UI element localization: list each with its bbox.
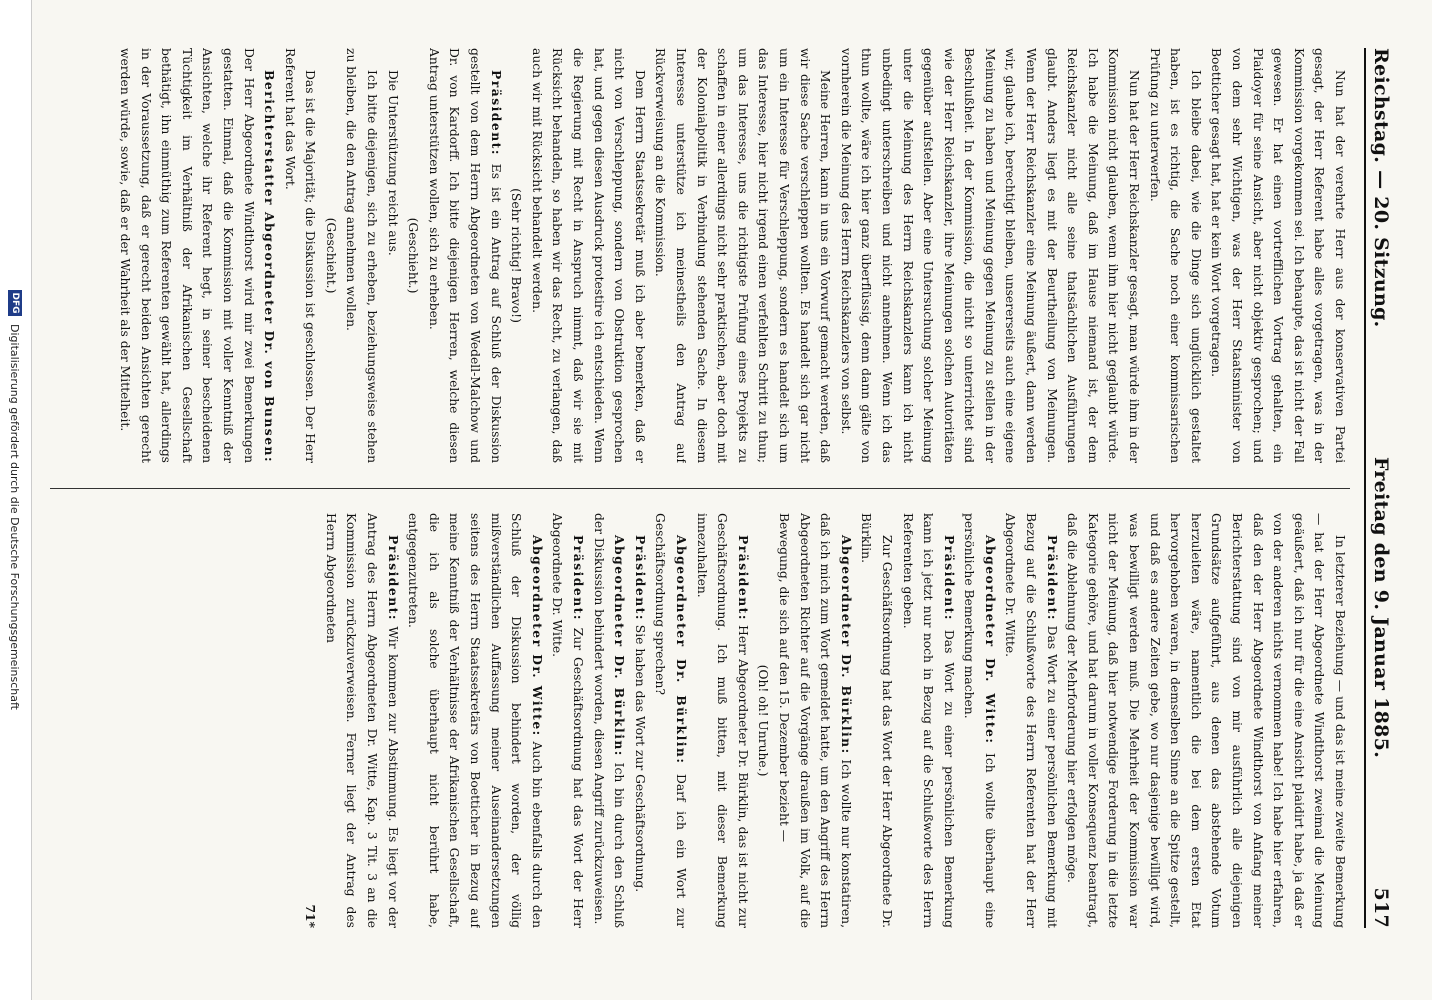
speech-text: Ich bin durch den Schluß der Diskussion behindert worden, diesen Angriff zurückzuweisen. (591, 513, 627, 928)
paragraph: Dem Herrn Staatssekretär muß ich aber bemerken, daß er nicht von Verschleppung, sondern von Obstruktion gesprochen hat, und gegen diesen Ausdruck protestire ich entschieden. Wenn die Regierung mit Recht in Anspruch nimmt, daß wir sie mit Rücksicht behandeln, so haben wir das Recht, zu verlangen, daß auch wir mit Rücksicht behandelt werden. (529, 48, 647, 463)
speaker-label: Präsident: (488, 70, 504, 156)
header-rule (1364, 48, 1366, 928)
speech-text: Sie haben das Wort zur Geschäftsordnung. (632, 624, 647, 893)
speaker-label: Abgeordneter Dr. Bürklin: (612, 535, 628, 757)
paragraph: Ich bleibe dabei, wie die Dinge sich unglücklich gestaltet haben, ist es richtig, die Sache noch einer kommissarischen Prüfung zu unterwerfen. (1147, 48, 1203, 463)
left-column (20, 48, 1350, 463)
speaker-label: Präsident: (571, 535, 587, 621)
page-number: 517 (1370, 887, 1392, 928)
paragraph: Das ist die Majorität; die Diskussion ist geschlossen. Der Herr Referent hat das Wort. (282, 48, 318, 463)
speaker-label: Abgeordneter Dr. Bürklin: (674, 535, 689, 765)
speech-text: Ich wollte nur konstatiren, daß ich mich zum Wort gemeldet hatte, um den Angriff des Herrn Abgeordneten Richter auf die Vorgänge draußen im Volk, auf die Bewegung, die sich auf den 15. Dezember bezieht — (776, 513, 853, 928)
speech-witte (403, 513, 547, 928)
speaker-label: Abgeordneter Dr. Bürklin: (838, 535, 854, 755)
speech-buerklin (650, 513, 691, 928)
speaker-label: Präsident: (632, 535, 648, 621)
speech-text: Zur Geschäftsordnung hat das Wort der Herr Abgeordnete Dr. Witte. (550, 513, 586, 928)
speech-text: Es ist ein Antrag auf Schluß der Diskussion gestellt von dem Herrn Abgeordneten von Wedell-Malchow und Dr. von Kardorff. Ich bitte diejenigen Herren, welche diesen Antrag unterstützen wollen, sich zu erheben. (426, 48, 503, 463)
right-column (20, 513, 1350, 928)
page-header (1370, 48, 1398, 928)
paragraph: Ich bitte diejenigen, sich zu erheben, beziehungsweise stehen zu bleiben, die den Antrag annehmen wollen. (344, 48, 380, 463)
paragraph: Nun hat der Herr Reichskanzler gesagt, man würde ihm in der Kommission nicht glauben, wenn ihm hier nicht geglaubt würde. Ich habe die Meinung, daß im Hause niemand ist, der dem Reichskanzler nicht alle seine thatsächlichen Ausführungen glaubt. Anders liegt es mit der Beurtheilung von Meinungen. Wenn der Herr Reichskanzler eine Meinung äußert, dann werden wir, glaube ich, berechtigt bleiben, unsererseits auch eine eigene Meinung zu haben und Meinung gegen Meinung zu stellen in der Beschlußheit. In der Kommission, die nicht so unterrichtet sind wie der Herr Reichskanzler, ihre Meinungen solchen Autoritäten gegenüber aufstellen. Aber eine Untersuchung solcher Meinung unter die Meinung des Herrn Reichskanzlers kann ich nicht unbedingt unterschreiben und nicht annehmen. Wenn ich das thun wollte, wäre ich hier ganz überflüssig, denn dann gälte von vornherein die Meinung des Herrn Reichskanzlers von selbst. (838, 48, 1142, 463)
speech-president (691, 513, 753, 928)
speech-president (320, 513, 402, 928)
speech-president (629, 513, 650, 928)
speaker-label: Abgeordneter Dr. Witte: (529, 535, 545, 737)
paragraph: In letzterer Beziehung — und das ist meine zweite Bemerkung — hat der Herr Abgeordnete Windthorst zweimal die Meinung geäußert, daß ich nur für die eine Ansicht plaidirt habe, ja daß er von der anderen nichts vernommen habe! Ich habe hier erfahren, daß den der Herr Abgeordnete Windthorst von Anfang meiner Berichterstattung sind von mir ausführlich alle diejenigen Grundsätze aufgeführt, aus denen das abstehende Votum herzuleiten wäre, namentlich die bei dem ersten Etat hervorgehoben waren, in demselben Sinne an die Spitze gestellt, und daß es andere Zeiten gebe, wo nur dasjenige bewilligt wird, was bewilligt werden muß. Die Mehrheit der Kommission war nicht der Meinung, daß hier notwendige Forderung in die letzte Kategorie gehöre, und hat darum in voller Konsequenz beantragt, daß die Ablehnung der Mehrforderung hier erfolgen möge. (1065, 513, 1347, 928)
column-divider (50, 488, 1350, 489)
speech-buerklin (773, 513, 855, 928)
speaker-label: Abgeordneter Dr. Witte: (982, 535, 998, 745)
speech-text: Das Wort zu einer persönlichen Bemerkung kann ich jetzt nur noch in Bezug auf die Schlußworte des Herrn Referenten geben. (900, 513, 956, 928)
speaker-label: Präsident: (1044, 535, 1060, 621)
interjection: (Geschieht.) (323, 217, 338, 294)
speech-president (547, 513, 588, 928)
speaker-label: Präsident: (941, 535, 957, 621)
page-signature: 71* (303, 904, 319, 928)
digitization-footer (0, 0, 32, 1000)
speech-text: Darf ich ein Wort zur Geschäftsordnung sprechen? (653, 513, 688, 928)
applause-note: (Sehr richtig! Bravo!) (509, 188, 524, 323)
speech-president (423, 48, 505, 463)
speech-president (1000, 513, 1062, 928)
interjection: (Oh! oh! Unruhe.) (756, 664, 771, 777)
header-right: Freitag den 9. Januar 1885. (1370, 456, 1392, 759)
speaker-label: Präsident: (385, 535, 401, 621)
speech-text: Auch bin ebenfalls durch den Schluß der Diskussion behindert worden, der völlig mißverständlichen Auffassung meiner Auseinandersetzungen seitens des Herrn Staatssekretärs von Boetticher in Bezug auf meine Kenntniß der Verhältnisse der Afrikanischen Gesellschaft, die ich als solche überhaupt nicht berührt habe, entgegenzutreten. (406, 513, 544, 928)
paragraph: Zur Geschäftsordnung hat das Wort der Herr Abgeordnete Dr. Bürklin. (859, 513, 894, 928)
digitization-credit: Digitalisierung gefördert durch die Deutsche Forschungsgemeinschaft (8, 324, 22, 710)
speech-text: Wir kommen zur Abstimmung. Es liegt vor der Antrag des Herrn Abgeordneten Dr. Witte, Kap. 3 Tit. 3 an die Kommission zurückzuverweisen. Ferner liegt der Antrag des Herrn Abgeordneten (323, 513, 400, 928)
speech-witte (959, 513, 1000, 928)
paragraph: Die Unterstützung reicht aus. (385, 70, 400, 256)
speaker-label: Berichterstatter Abgeordneter Dr. von Bunsen: (262, 70, 278, 463)
dfg-logo-icon: DFG (8, 290, 22, 316)
interjection: (Geschieht.) (406, 217, 421, 294)
speech-buerklin (588, 513, 629, 928)
speech-reporter (114, 48, 279, 463)
speech-text: Der Herr Abgeordnete Windthorst wird mir zwei Bemerkungen gestatten. Einmal, daß die Kommission mit voller Kenntniß der Ansichten, welche ihr Referent hegt, in seiner bescheidenen Tüchtigkeit im Verhältniß der Afrikanischen Gesellschaft bethätigt, ihn einmüthig zum Referenten gewählt hat, allerdings in der Voraussetzung, daß er gerecht beiden Ansichten gerecht werden würde, sowie, daß er der Wahrheit als der Mittelheit. (117, 48, 256, 463)
speaker-label: Präsident: (735, 535, 751, 621)
paragraph: Meine Herren, kann in uns ein Vorwurf gemacht werden, daß wir diese Sache verschleppen wollten. Es handelt sich gar nicht um ein Interesse für Verschleppung, sondern es handelt sich um das Interesse, hier nicht irgend einen verfehlten Schritt zu thun; um das Interesse, uns die richtigste Prüfung eines Projekts zu schaffen in einer allerdings nicht sehr praktischen, aber doch mit der Kolonialpolitik in Verbindung stehenden Sache. In diesem Interesse unterstütze ich meinestheils den Antrag auf Rückverweisung an die Kommission. (653, 48, 833, 463)
header-left: Reichstag. — 20. Sitzung. (1370, 48, 1392, 328)
paragraph: Nun hat der verehrte Herr aus der konservativen Partei gesagt, der Herr Referent habe alles vorgetragen, was in der Kommission vorgekommen sei. Ich behaupte, das ist nicht der Fall gewesen. Er hat einen vortrefflichen Vortrag gehalten, ein Plaidoyer für seine Ansicht, aber nicht objektiv gesprochen; und von dem sehr Wichtigen, was der Herr Staatsminister von Boetticher gesagt hat, hat er kein Wort vorgetragen. (1209, 48, 1347, 463)
speech-president (897, 513, 959, 928)
speech-text: Das Wort zu einer persönlichen Bemerkung mit Bezug auf die Schlußworte des Herrn Referenten hat der Herr Abgeordnete Dr. Witte. (1003, 513, 1059, 928)
speech-text: Herr Abgeordneter Dr. Bürklin, das ist nicht zur Geschäftsordnung. Ich muß bitten, mit dieser Bemerkung innezuhalten. (694, 513, 750, 928)
speech-text: Ich wollte überhaupt eine persönliche Bemerkung machen. (962, 513, 997, 928)
